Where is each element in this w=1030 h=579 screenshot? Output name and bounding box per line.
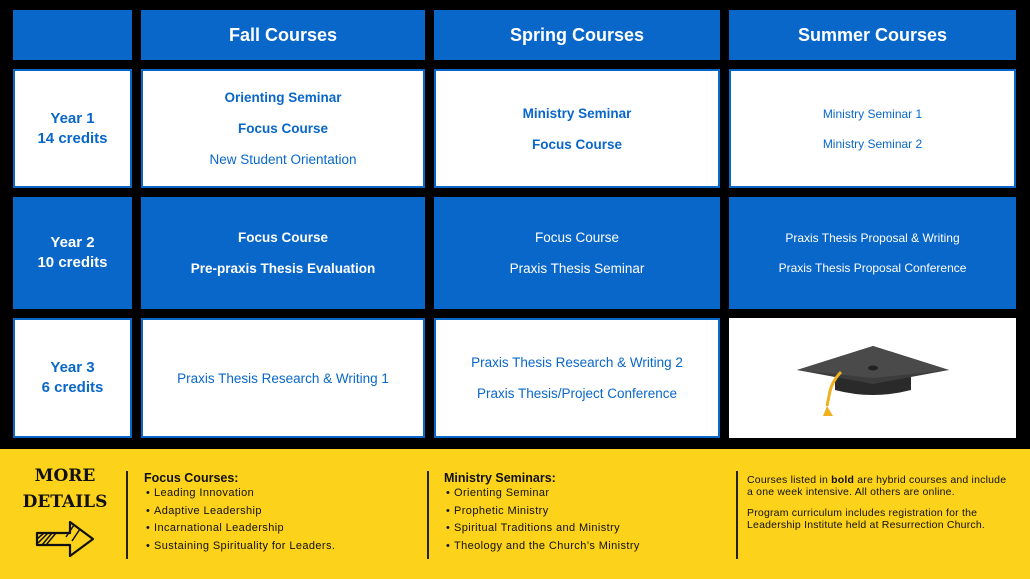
course-item: Ministry Seminar 1 xyxy=(822,106,923,121)
more-line-1: MORE xyxy=(34,466,96,486)
year-1-spring-cell xyxy=(434,69,720,188)
course-item: New Student Orientation xyxy=(209,152,357,167)
year-label: Year 2 xyxy=(50,234,95,251)
list-item: • Sustaining Spirituality for Leaders. xyxy=(154,540,335,552)
credits-label: 10 credits xyxy=(37,254,108,271)
summer-header: Summer Courses xyxy=(729,10,1016,60)
divider xyxy=(736,471,738,559)
year-1-cell xyxy=(13,69,132,188)
list-item: • Adaptive Leadership xyxy=(154,505,335,517)
registration-note: Program curriculum includes registration for the Leadership Institute held at Resurrection Church. xyxy=(747,507,986,531)
ministry-seminars-title: Ministry Seminars: xyxy=(444,471,556,485)
note-text: Courses listed in xyxy=(747,474,832,486)
note-text: are hybrid courses and include a one week intensive. All others are online. xyxy=(747,474,1007,498)
year-2-spring-cell xyxy=(434,197,720,309)
credits-label: 14 credits xyxy=(37,129,108,147)
year-2-fall-cell xyxy=(141,197,425,309)
list-item: • Leading Innovation xyxy=(154,487,335,499)
course-item: Praxis Thesis Research & Writing 2 xyxy=(471,355,683,370)
course-item: Praxis Thesis Proposal Conference xyxy=(778,261,967,275)
credits-label: 6 credits xyxy=(41,379,104,396)
course-item: Focus Course xyxy=(531,136,623,152)
course-item: Focus Course xyxy=(534,230,620,245)
year-1-fall-cell xyxy=(141,69,425,188)
list-item: • Orienting Seminar xyxy=(454,487,640,499)
course-item: Pre-praxis Thesis Evaluation xyxy=(190,261,376,276)
year-3-fall-cell xyxy=(141,318,425,438)
year-1-summer-cell xyxy=(729,69,1016,188)
footer-panel xyxy=(0,449,1030,579)
note-bold-word: bold xyxy=(831,474,855,486)
course-item: Praxis Thesis Research & Writing 1 xyxy=(177,370,389,386)
course-item: Orienting Seminar xyxy=(224,90,342,105)
list-item: • Spiritual Traditions and Ministry xyxy=(454,522,640,534)
list-item: • Theology and the Church’s Ministry xyxy=(454,540,640,552)
course-item: Praxis Thesis/Project Conference xyxy=(476,386,678,401)
course-item: Ministry Seminar 2 xyxy=(822,136,923,151)
divider xyxy=(126,471,128,559)
hybrid-note xyxy=(747,475,1009,498)
notes xyxy=(747,475,1009,541)
right-arrow-icon xyxy=(34,517,96,559)
course-item: Ministry Seminar xyxy=(522,105,632,121)
year-2-cell xyxy=(13,197,132,309)
focus-courses-list xyxy=(144,471,335,557)
ministry-seminars-list xyxy=(444,471,640,557)
divider xyxy=(427,471,429,559)
year-label: Year 3 xyxy=(50,359,95,376)
graduation-cap-icon xyxy=(793,338,953,418)
focus-courses-title: Focus Courses: xyxy=(144,471,239,485)
year-3-spring-cell xyxy=(434,318,720,438)
year-3-summer-cell xyxy=(729,318,1016,438)
course-item: Praxis Thesis Seminar xyxy=(509,261,645,276)
year-label: Year 1 xyxy=(50,109,95,127)
fall-header: Fall Courses xyxy=(141,10,425,60)
list-item: • Incarnational Leadership xyxy=(154,522,335,534)
spring-header: Spring Courses xyxy=(434,10,720,60)
more-details-heading xyxy=(22,463,108,515)
course-item: Focus Course xyxy=(237,230,329,245)
list-item: • Prophetic Ministry xyxy=(454,505,640,517)
more-line-2: DETAILS xyxy=(22,492,108,512)
course-item: Praxis Thesis Proposal & Writing xyxy=(785,231,960,245)
corner-cell xyxy=(13,10,132,60)
course-item: Focus Course xyxy=(237,121,329,136)
year-2-summer-cell xyxy=(729,197,1016,309)
year-3-cell xyxy=(13,318,132,438)
